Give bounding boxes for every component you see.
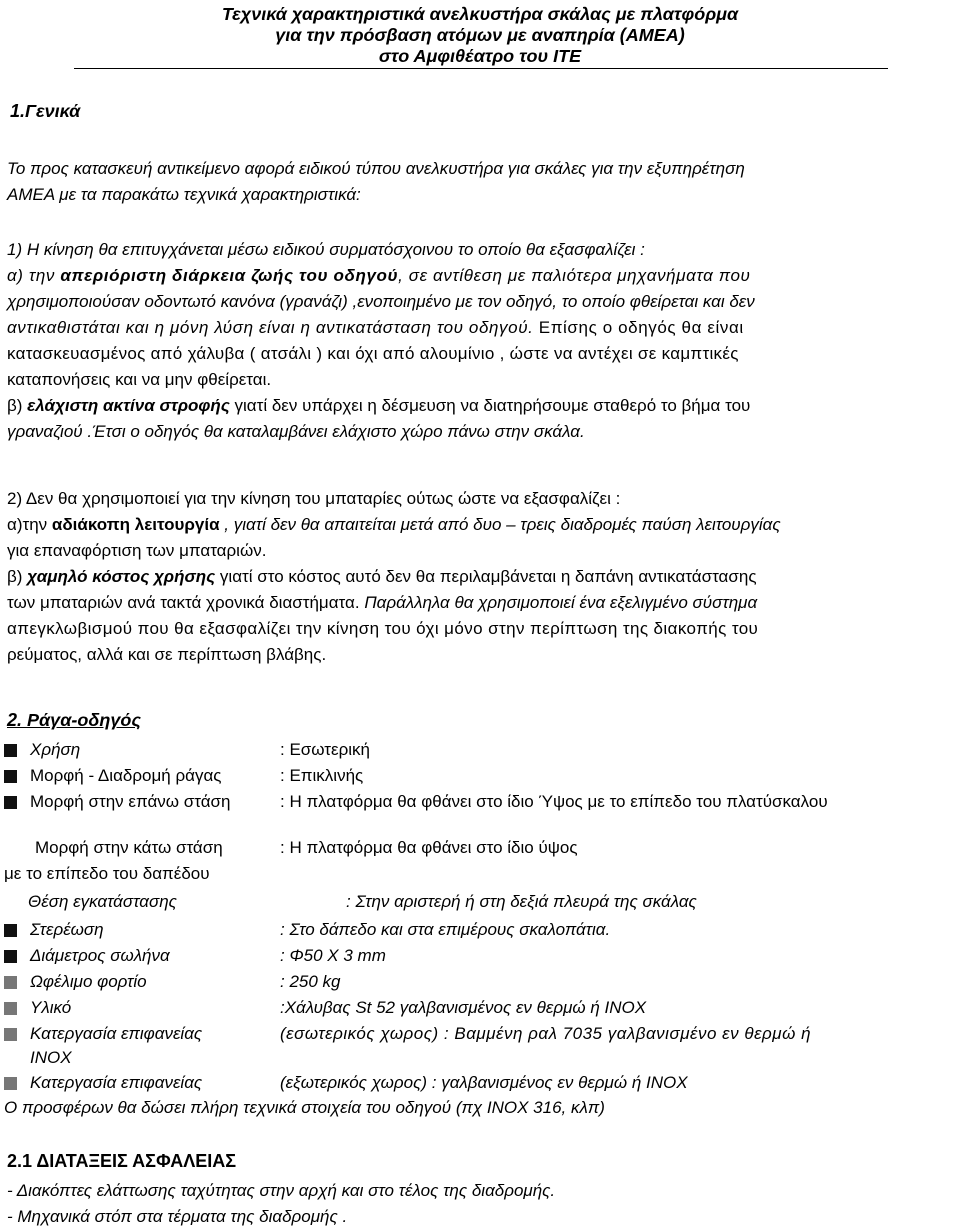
p1a-bold: απεριόριστη διάρκεια ζωής του οδηγού: [60, 266, 399, 285]
p1a-line-3-italic: αντικαθιστάται και η μόνη λύση είναι η αντικατάσταση του οδηγού.: [7, 318, 534, 337]
spec-label: Υλικό: [30, 998, 72, 1017]
intro-line-2: ΑΜΕΑ με τα παρακάτω τεχνικά χαρακτηριστικά:: [7, 185, 361, 204]
spec-row-top-stop: [4, 789, 960, 815]
spec-row-position: [4, 889, 960, 915]
spec-value: (εσωτερικός χωρος) : Βαμμένη ραλ 7035 γαλβανισμένο εν θερμώ ή: [280, 1024, 812, 1043]
p1b-bold: ελάχιστη ακτίνα στροφής: [27, 396, 230, 415]
title-line-1: Τεχνικά χαρακτηριστικά ανελκυστήρα σκάλας με πλατφόρμα: [221, 4, 739, 24]
spec-label: Μορφή - Διαδρομή ράγας: [30, 766, 222, 785]
square-bullet-icon: [4, 796, 17, 809]
title-line-2: για την πρόσβαση ατόμων με αναπηρία (ΑΜΕΑ): [275, 25, 685, 45]
p2a-bold: αδιάκοπη λειτουργία: [51, 515, 220, 534]
p2b-suffix: γιατί στο κόστος αυτό δεν θα περιλαμβάνεται η δαπάνη αντικατάστασης: [215, 567, 757, 586]
spec-value: : Στο δάπεδο και στα επιμέρους σκαλοπάτια.: [280, 920, 611, 939]
spec-label: Ωφέλιμο φορτίο: [30, 972, 147, 991]
spec-row-diameter: [4, 943, 960, 969]
spec-row-load: [4, 969, 960, 995]
spec-value: : Η πλατφόρμα θα φθάνει στο ίδιο ύψος: [280, 838, 578, 857]
square-bullet-icon: [4, 1028, 17, 1041]
p2b-line-3: απεγκλωβισμού που θα εξασφαλίζει την κίνηση του όχι μόνο στην περίπτωση της διακοπής του: [7, 619, 759, 638]
spec-row-bottom-stop: [4, 835, 960, 861]
spec-label: Κατεργασία επιφανείας: [30, 1024, 203, 1043]
spec-label: Θέση εγκατάστασης: [28, 892, 177, 911]
spec-value: : 250 kg: [280, 972, 341, 991]
spec-row-surface-outdoor: [4, 1070, 960, 1096]
p1a-line-2: χρησιμοποιούσαν οδοντωτό κανόνα (γρανάζι) ,ενοποιημένο με τον οδηγό, το οποίο φθείρεται και δεν: [7, 292, 755, 311]
square-bullet-icon: [4, 1002, 17, 1015]
spec-label: Κατεργασία επιφανείας: [30, 1073, 203, 1092]
p1b-line-2: γραναζιού .Έτσι ο οδηγός θα καταλαμβάνει ελάχιστο χώρο πάνω στην σκάλα.: [7, 422, 585, 441]
p1b-line-1: [7, 393, 955, 419]
p2a-prefix: α)την: [7, 515, 52, 534]
spec-value: : Στην αριστερή ή στη δεξιά πλευρά της σκάλας: [346, 892, 697, 911]
safety-item-2: - Μηχανικά στόπ στα τέρματα της διαδρομής .: [7, 1207, 348, 1226]
spec-row-surface-indoor: [4, 1021, 960, 1047]
spec-value: : Η πλατφόρμα θα φθάνει στο ίδιο Ύψος με το επίπεδο του πλατύσκαλου: [280, 792, 828, 811]
p2b-line-1: [7, 564, 955, 590]
intro-line-1: Το προς κατασκευή αντικείμενο αφορά ειδικού τύπου ανελκυστήρα για σκάλες για την εξυπηρέτηση: [7, 159, 745, 178]
safety-list: [7, 1178, 955, 1230]
spec-value-cont: INOX: [30, 1048, 72, 1067]
spec-label: Διάμετρος σωλήνα: [30, 946, 170, 965]
p2b-line-4: ρεύματος, αλλά και σε περίπτωση βλάβης.: [7, 645, 327, 664]
p1a-line-4: κατασκευασμένος από χάλυβα ( ατσάλι ) και όχι από αλουμίνιο , ώστε να αντέχει σε καμπτικές: [7, 344, 739, 363]
section-1-heading: 1.Γενικά: [10, 101, 81, 121]
spec-value: :Χάλυβας St 52 γαλβανισμένος εν θερμώ ή INOX: [280, 998, 647, 1017]
spec-row-form: [4, 763, 960, 789]
p1a-suffix: , σε αντίθεση με παλιότερα μηχανήματα που: [398, 266, 751, 285]
paragraph-1: [7, 237, 955, 445]
paragraph-2: [7, 486, 955, 668]
p2-line-1: 2) Δεν θα χρησιμοποιεί για την κίνηση του μπαταρίες ούτως ώστε να εξασφαλίζει :: [7, 489, 621, 508]
spec-row-material: [4, 995, 960, 1021]
spec-label: Μορφή στην κάτω στάση: [35, 838, 223, 857]
spec-label: Στερέωση: [30, 920, 104, 939]
p2a-suffix: , γιατί δεν θα απαιτείται μετά από δυο – τρεις διαδρομές παύση λειτουργίας: [219, 515, 781, 534]
safety-item-1: - Διακόπτες ελάττωσης ταχύτητας στην αρχή και στο τέλος της διαδρομής.: [7, 1181, 556, 1200]
p1a-line-1: [7, 263, 955, 289]
spec-label: Μορφή στην επάνω στάση: [30, 792, 231, 811]
p1b-prefix: β): [7, 396, 28, 415]
spec-row-bottom-stop-cont: [4, 861, 960, 887]
p1a-line-3-normal: Επίσης ο οδηγός θα είναι: [533, 318, 744, 337]
p2b-line-2-b: Παράλληλα θα χρησιμοποιεί ένα εξελιγμένο σύστημα: [359, 593, 758, 612]
spec-label: Χρήση: [30, 740, 81, 759]
supplier-note: Ο προσφέρων θα δώσει πλήρη τεχνικά στοιχεία του οδηγού (πχ INOX 316, κλπ): [4, 1098, 605, 1117]
p2a-line-1: [7, 512, 955, 538]
spec-row-use: [4, 737, 960, 763]
p1-line-1: 1) Η κίνηση θα επιτυγχάνεται μέσω ειδικού συρματόσχοινου το οποίο θα εξασφαλίζει :: [7, 240, 645, 259]
square-bullet-icon: [4, 770, 17, 783]
section-2-1-heading: 2.1 ΔΙΑΤΑΞΕΙΣ ΑΣΦΑΛΕΙΑΣ: [7, 1151, 237, 1171]
p2b-prefix: β): [7, 567, 28, 586]
spec-row-mount: [4, 917, 960, 943]
square-bullet-icon: [4, 924, 17, 937]
square-bullet-icon: [4, 744, 17, 757]
p1a-prefix: α) την: [7, 266, 61, 285]
intro-paragraph: [7, 156, 955, 208]
spec-value: : Επικλινής: [280, 766, 364, 785]
p2a-line-2: για επαναφόρτιση των μπαταριών.: [7, 541, 267, 560]
spec-row-surface-indoor-cont: [4, 1045, 960, 1071]
spec-value: (εξωτερικός χωρος) : γαλβανισμένος εν θερμώ ή INOX: [280, 1073, 688, 1092]
square-bullet-icon: [4, 950, 17, 963]
spec-label-cont: με το επίπεδο του δαπέδου: [4, 864, 210, 883]
title-line-3: στο Αμφιθέατρο του ΙΤΕ: [378, 46, 582, 66]
p1a-line-5: καταπονήσεις και να μην φθείρεται.: [7, 370, 272, 389]
p1b-suffix: γιατί δεν υπάρχει η δέσμευση να διατηρήσουμε σταθερό το βήμα του: [229, 396, 751, 415]
p2b-line-2-a: των μπαταριών ανά τακτά χρονικά διαστήματα.: [7, 593, 360, 612]
square-bullet-icon: [4, 976, 17, 989]
spec-value: : Εσωτερική: [280, 740, 371, 759]
square-bullet-icon: [4, 1077, 17, 1090]
title-underline: [74, 68, 888, 69]
spec-value: : Φ50 Χ 3 mm: [280, 946, 386, 965]
p2b-bold: χαμηλό κόστος χρήσης: [27, 567, 216, 586]
p2b-line-2: [7, 590, 955, 616]
section-2-heading: 2. Ράγα-οδηγός: [7, 710, 141, 730]
document-title: [0, 4, 960, 67]
p1a-line-3: [7, 315, 955, 341]
